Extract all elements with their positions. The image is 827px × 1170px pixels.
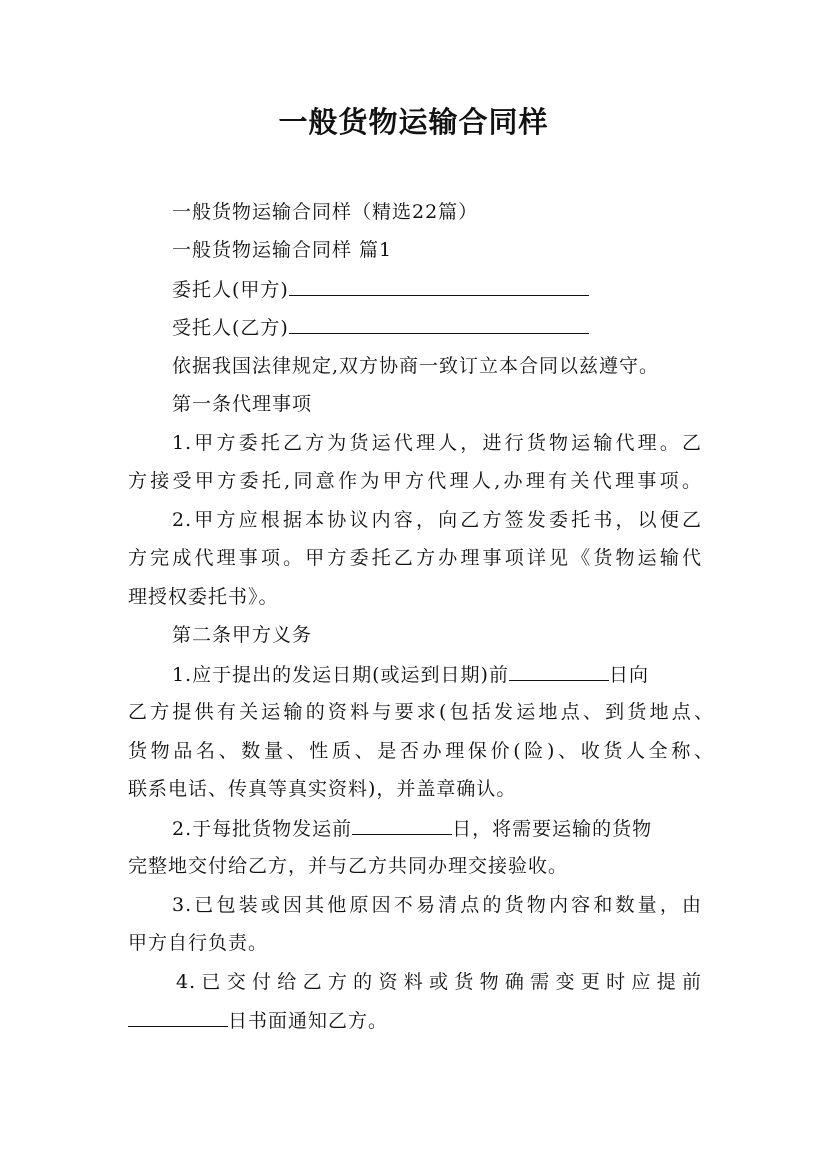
principal-blank	[289, 276, 589, 296]
paragraph-line: 方完成代理事项。甲方委托乙方办理事项详见《货物运输代	[128, 547, 702, 569]
paragraph-line	[172, 661, 712, 688]
paragraph-line: 完整地交付给乙方，并与乙方共同办理交接验收。	[128, 855, 569, 877]
clause-text: 2.于每批货物发运前	[172, 818, 353, 840]
paragraph-line: 2.甲方应根据本协议内容，向乙方签发委托书，以便乙	[172, 509, 702, 531]
document-title: 一般货物运输合同样	[278, 105, 549, 139]
clause-text: 日，将需要运输的货物	[452, 818, 653, 840]
date-blank	[509, 661, 609, 681]
agent-label: 受托人(乙方)	[172, 317, 289, 339]
paragraph-line: 货物品名、数量、性质、是否办理保价(险)、收货人全称、	[128, 740, 714, 762]
paragraph-line	[172, 815, 712, 842]
clause-text: 日向	[608, 664, 649, 686]
subtitle-line: 一般货物运输合同样（精选22篇）	[172, 201, 479, 223]
paragraph-line	[128, 1007, 718, 1034]
paragraph-line: 理授权委托书》。	[128, 586, 279, 608]
paragraph-line: 依据我国法律规定,双方协商一致订立本合同以兹遵守。	[172, 355, 660, 377]
paragraph-line: 1.甲方委托乙方为货运代理人，进行货物运输代理。乙	[172, 432, 702, 454]
paragraph-line: 乙方提供有关运输的资料与要求(包括发运地点、到货地点、	[128, 701, 714, 723]
principal-line	[172, 276, 762, 303]
article-heading: 第一条代理事项	[172, 393, 313, 415]
section-heading: 一般货物运输合同样 篇1	[172, 239, 393, 261]
paragraph-line: 3.已包装或因其他原因不易清点的货物内容和数量，由	[172, 894, 702, 916]
agent-line	[172, 314, 762, 341]
clause-text: 日书面通知乙方。	[228, 1010, 389, 1032]
paragraph-line: 4.已交付给乙方的资料或货物确需变更时应提前	[176, 971, 702, 993]
paragraph-line: 联系电话、传真等真实资料)，并盖章确认。	[128, 778, 517, 800]
article-heading: 第二条甲方义务	[172, 624, 313, 646]
principal-label: 委托人(甲方)	[172, 279, 289, 301]
date-blank	[128, 1007, 228, 1027]
paragraph-line: 甲方自行负责。	[128, 932, 269, 954]
agent-blank	[289, 314, 589, 334]
paragraph-line: 方接受甲方委托,同意作为甲方代理人,办理有关代理事项。	[128, 470, 702, 492]
date-blank	[352, 815, 452, 835]
clause-text: 1.应于提出的发运日期(或运到日期)前	[172, 664, 509, 686]
